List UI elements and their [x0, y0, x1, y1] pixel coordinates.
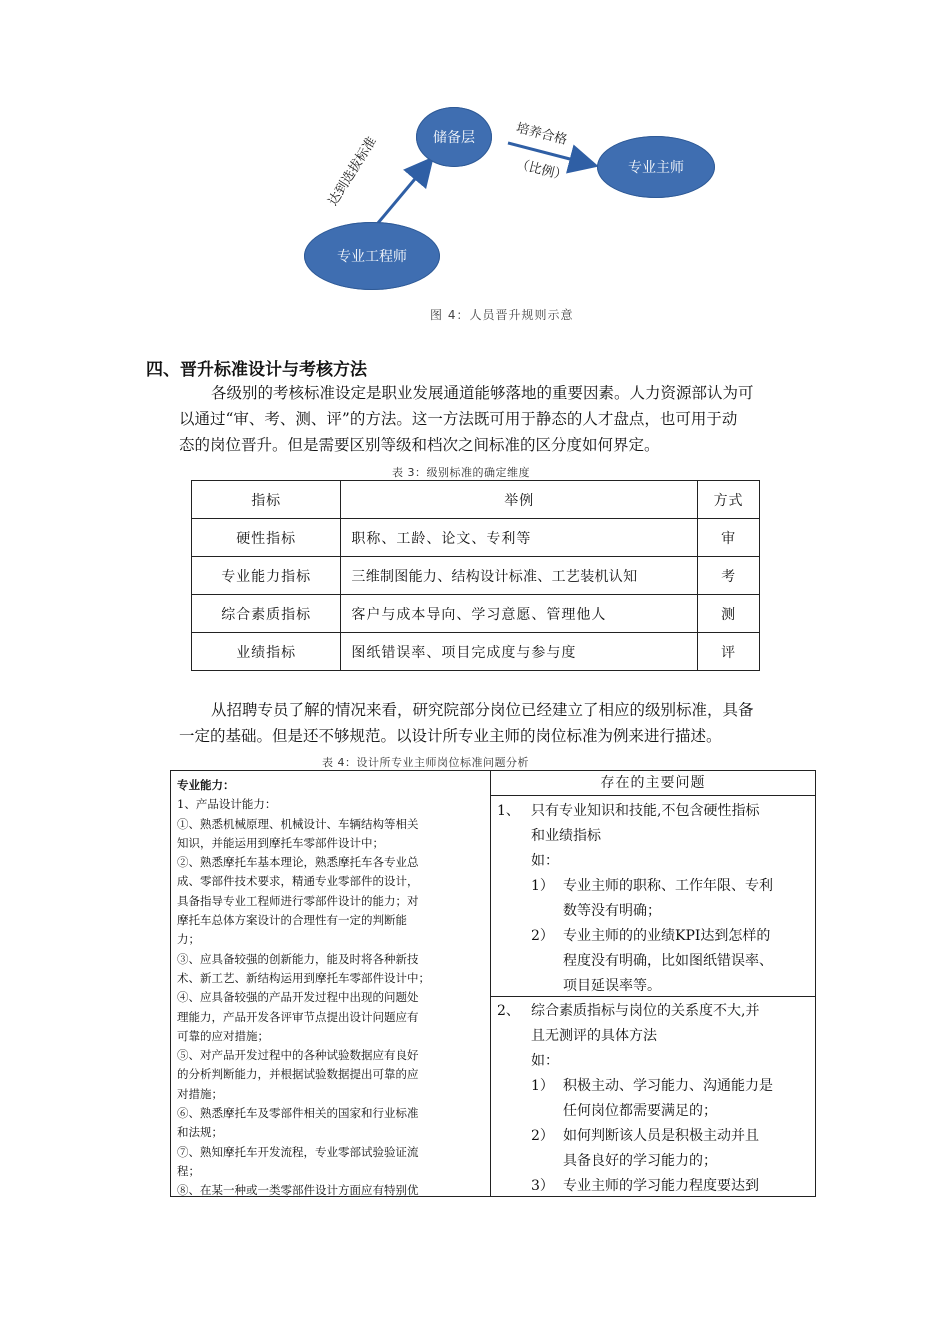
table-cell: 考 — [698, 557, 760, 595]
problem-block-2 — [497, 999, 813, 1199]
table-cell: 硬性指标 — [192, 519, 341, 557]
sub-line: 专业主师的学习能力程度要达到 — [563, 1178, 759, 1194]
paragraph-1 — [179, 380, 809, 458]
section-heading: 四、晋升标准设计与考核方法 — [146, 360, 367, 380]
left-line: 和法规； — [177, 1125, 223, 1140]
left-line: ④、应具备较强的产品开发过程中出现的问题处 — [177, 990, 419, 1005]
left-line: 术、新工艺、新结构运用到摩托车零部件设计中； — [177, 970, 430, 985]
left-line: 程； — [177, 1163, 200, 1178]
block-ru: 如： — [531, 1053, 559, 1069]
left-line: ⑧、在某一种或一类零部件设计方面应有特别优 — [177, 1183, 419, 1198]
table4-left-cell — [177, 776, 489, 1201]
table4 — [170, 770, 816, 1197]
table-cell: 图纸错误率、项目完成度与参与度 — [341, 633, 698, 671]
left-line: ②、熟悉摩托车基本理论，熟悉摩托车各专业总 — [177, 855, 419, 870]
paragraph-2 — [179, 697, 809, 749]
node-engineer: 专业工程师 — [304, 222, 440, 290]
node-master: 专业主师 — [597, 136, 715, 198]
left-line: ⑥、熟悉摩托车及零部件相关的国家和行业标准 — [177, 1106, 419, 1121]
arrow-up — [378, 161, 430, 223]
table-header: 指标 — [192, 481, 341, 519]
sub-num: 3） — [531, 1178, 554, 1194]
block-line: 只有专业知识和技能,不包含硬性指标 — [531, 803, 760, 819]
left-line: ③、应具备较强的创新能力，能及时将各种新技 — [177, 951, 419, 966]
right-header: 存在的主要问题 — [491, 771, 815, 796]
sub-line: 专业主师的职称、工作年限、专利 — [563, 878, 773, 894]
table-header: 方式 — [698, 481, 760, 519]
left-line: ⑦、熟知摩托车开发流程，专业零部试验验证流 — [177, 1144, 419, 1159]
left-line: 具备指导专业工程师进行零部件设计的能力；对 — [177, 893, 419, 908]
right-divider — [491, 996, 815, 997]
sub-num: 2） — [531, 1128, 554, 1144]
block-line: 综合素质指标与岗位的关系度不大,并 — [531, 1003, 760, 1019]
table-row — [192, 481, 760, 519]
label-right-top: 培养合格 — [514, 120, 569, 149]
table-cell: 三维制图能力、结构设计标准、工艺装机认知 — [341, 557, 698, 595]
block-line: 和业绩指标 — [531, 828, 601, 844]
para1-line: 各级别的考核标准设定是职业发展通道能够落地的重要因素。人力资源部认为可 — [211, 384, 754, 402]
block-ru: 如： — [531, 853, 559, 869]
table-header: 举例 — [341, 481, 698, 519]
promotion-diagram — [290, 95, 730, 305]
left-line: ①、熟悉机械原理、机械设计、车辆结构等相关 — [177, 816, 419, 831]
para2-line: 从招聘专员了解的情况来看，研究院部分岗位已经建立了相应的级别标准，具备 — [211, 701, 754, 719]
left-line: ⑤、对产品开发过程中的各种试验数据应有良好 — [177, 1048, 419, 1063]
left-line: 对措施； — [177, 1086, 223, 1101]
para1-line: 以通过“审、考、测、评”的方法。这一方法既可用于静态的人才盘点，也可用于动 — [179, 410, 738, 428]
table-cell: 综合素质指标 — [192, 595, 341, 633]
para2-line: 一定的基础。但是还不够规范。以设计所专业主师的岗位标准为例来进行描述。 — [179, 727, 722, 745]
table-cell: 客户与成本导向、学习意愿、管理他人 — [341, 595, 698, 633]
para1-line: 态的岗位晋升。但是需要区别等级和档次之间标准的区分度如何界定。 — [179, 436, 660, 454]
left-line: 力； — [177, 932, 200, 947]
table-cell: 专业能力指标 — [192, 557, 341, 595]
left-line: 理能力，产品开发各评审节点提出设计问题应有 — [177, 1009, 419, 1024]
sub-line: 项目延误率等。 — [563, 978, 661, 994]
left-title: 专业能力： — [177, 778, 235, 792]
table-row — [192, 633, 760, 671]
problem-block-1 — [497, 799, 813, 999]
table3-caption: 表 3：级别标准的确定维度 — [392, 466, 530, 479]
left-line: 知识，并能运用到摩托车零部件设计中； — [177, 835, 384, 850]
table-row — [192, 519, 760, 557]
left-line: 的分析判断能力，并根据试验数据提出可靠的应 — [177, 1067, 419, 1082]
table3 — [191, 480, 760, 671]
node-reserve: 储备层 — [416, 107, 492, 167]
table-row — [192, 557, 760, 595]
block-num: 1、 — [497, 803, 520, 819]
sub-line: 任何岗位都需要满足的； — [563, 1103, 717, 1119]
left-line: 可靠的应对措施； — [177, 1028, 269, 1043]
sub-line: 具备良好的学习能力的； — [563, 1153, 717, 1169]
left-line: 摩托车总体方案设计的合理性有一定的判断能 — [177, 913, 407, 928]
figure-caption: 图 4：人员晋升规则示意 — [430, 308, 574, 322]
sub-num: 2） — [531, 928, 554, 944]
sub-line: 专业主师的的业绩KPI达到怎样的 — [563, 928, 771, 944]
sub-num: 1） — [531, 1078, 554, 1094]
sub-line: 程度没有明确，比如图纸错误率、 — [563, 953, 773, 969]
left-line: 成、零部件技术要求，精通专业零部件的设计， — [177, 874, 419, 889]
left-line: 1、产品设计能力： — [177, 797, 277, 812]
block-num: 2、 — [497, 1003, 520, 1019]
table-cell: 审 — [698, 519, 760, 557]
sub-line: 数等没有明确； — [563, 903, 661, 919]
table-row — [192, 595, 760, 633]
table-cell: 测 — [698, 595, 760, 633]
table-cell: 评 — [698, 633, 760, 671]
table-cell: 业绩指标 — [192, 633, 341, 671]
sub-line: 积极主动、学习能力、沟通能力是 — [563, 1078, 773, 1094]
sub-num: 1） — [531, 878, 554, 894]
label-up: 达到选拔标准 — [325, 134, 380, 209]
label-right-bottom: （比例） — [514, 156, 569, 185]
table-cell: 职称、工龄、论文、专利等 — [341, 519, 698, 557]
table4-caption: 表 4：设计所专业主师岗位标准问题分析 — [322, 756, 529, 769]
block-line: 且无测评的具体方法 — [531, 1028, 657, 1044]
sub-line: 如何判断该人员是积极主动并且 — [563, 1128, 759, 1144]
table4-divider — [490, 771, 491, 1196]
